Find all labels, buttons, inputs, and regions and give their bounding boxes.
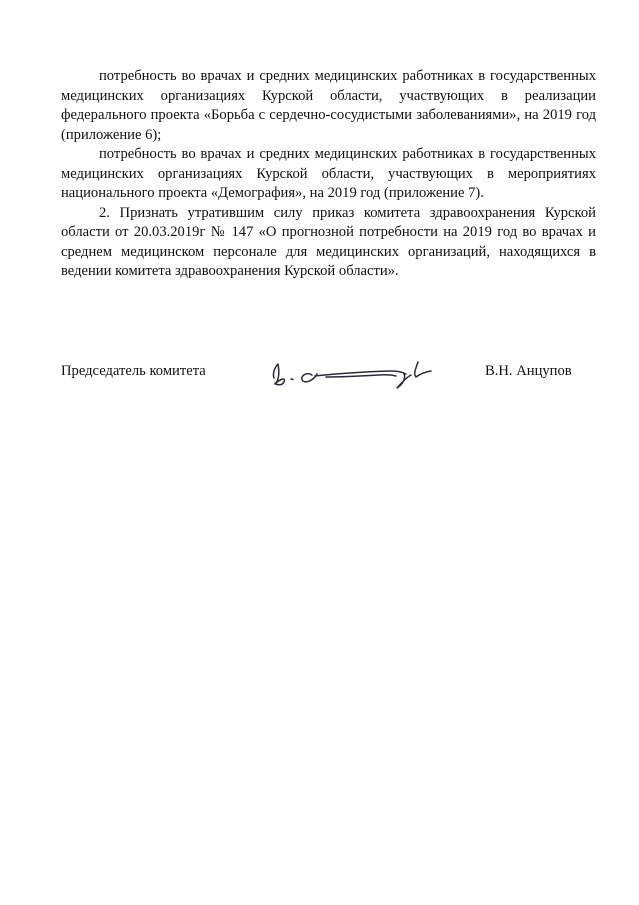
handwritten-signature — [266, 352, 441, 392]
signatory-name: В.Н. Анцупов — [485, 363, 572, 379]
paragraph-appendix-7: потребность во врачах и средних медицинских работниках в государственных медицинских организациях Курской области, участвующих в мероприятиях национального проекта «Демография», на 2019 год (приложение 7). — [61, 146, 596, 202]
paragraph-appendix-6: потребность во врачах и средних медицинских работниках в государственных медицинских организациях Курской области, участвующих в реализации федерального проекта «Борьба с сердечно-сосудистыми заболеваниями», на 2019 год (приложение 6); — [61, 68, 596, 143]
paragraph-revocation: 2. Признать утратившим силу приказ комитета здравоохранения Курской области от 20.03.2019г № 147 «О прогнозной потребности на 2019 год во врачах и среднем медицинском персонале для медицинских организаций, находящихся в ведении комитета здравоохранения Курской области». — [61, 204, 596, 280]
signatory-position: Председатель комитета — [61, 363, 206, 379]
document-body — [61, 67, 596, 282]
signature-block — [61, 352, 601, 402]
